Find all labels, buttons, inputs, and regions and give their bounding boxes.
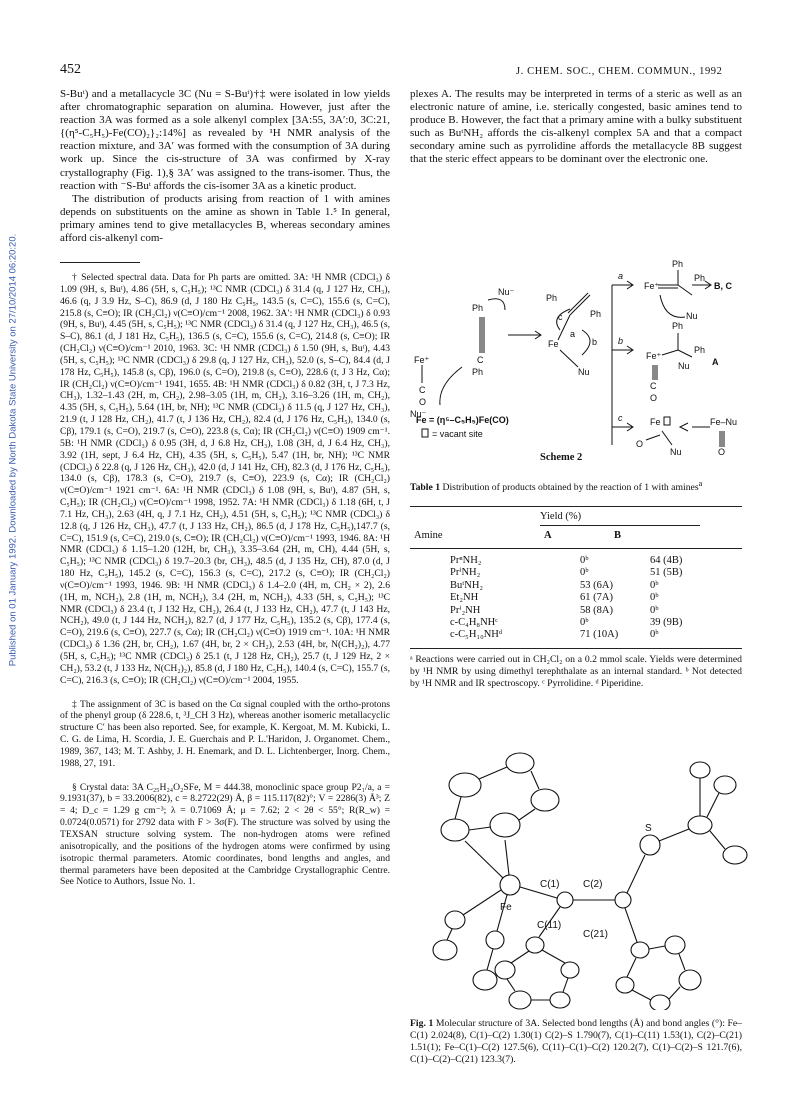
scheme-ph-b1: Ph: [672, 321, 684, 331]
table-yield-rule: [540, 525, 700, 526]
download-sidebar[interactable]: [4, 160, 22, 740]
table-row: [410, 555, 710, 567]
scheme-fe-c: Fe: [650, 417, 661, 427]
right-column-body: [410, 88, 742, 167]
scheme-curl-b: [582, 330, 590, 355]
table-cell: c-C₄H₈NHᶜ: [450, 617, 498, 629]
table-cell: 39 (9B): [650, 617, 683, 629]
scheme-path-c: c: [618, 413, 623, 423]
scheme-fe-definition: Fe = (η⁵–C₅H₅)Fe(CO): [416, 415, 509, 425]
table-caption-sup: a: [698, 479, 703, 488]
me-atom-1: [714, 776, 736, 794]
left-paragraph-1: S-Buᵗ) and a metallacycle 3C (Nu = S-Buᵗ)†‡ were isolated in low yields after chromatographic separation on alumina. However, just after the reaction 3A was formed as a sole alkenyl complex [3A:55, 3A′:0, 3C:21, {(η⁵-C₅H₅)-Fe(CO)₂}₂:14%] as revealed by ¹H NMR analysis of the reaction mixture, and 3A′ was formed with the consumption of 3A during work up. Since the cis-structure of 3A was confirmed by X-ray crystallography (Fig. 1),§ 3A′ was assigned to the trans-isomer. Thus, the reaction with ⁻S-Buᵗ affords the cis-isomer 3A as a kinetic product.: [60, 88, 390, 192]
table-header-a: A: [544, 530, 552, 541]
table-cell: c-C₅H₁₀NHᵈ: [450, 629, 503, 641]
table-header-b: B: [614, 530, 622, 541]
page-number: 452: [60, 62, 81, 77]
co-atom-1: [445, 911, 465, 929]
table-cell: Prⁱ₂NH: [450, 604, 481, 616]
atom-label-c11: C(11): [537, 920, 562, 931]
scheme-path-a: a: [618, 271, 624, 281]
scheme-fe-b: Fe⁺: [646, 351, 662, 361]
o-atom-1: [433, 940, 457, 960]
figure-1-molecular-structure: [425, 745, 755, 1010]
table-cell: 53 (6A): [580, 579, 613, 591]
table-cell: 0ᵇ: [650, 604, 659, 616]
table-cell: 64 (4B): [650, 555, 683, 566]
table-cell: 51 (5B): [650, 567, 683, 579]
scheme-o-b: O: [650, 393, 658, 403]
scheme-o-c: O: [718, 447, 726, 457]
figure-caption-label: Fig. 1: [410, 1018, 434, 1029]
scheme-nu-arrow: [488, 299, 505, 310]
left-paragraph-2: The distribution of products arising from reaction of 1 with amines depends on substituents on the amine as shown in Table 1.⁵ In general, primary amines tend to give metallacycles B, whereas secondary amines afford cis-alkenyl com-: [60, 192, 390, 245]
table-cell: 71 (10A): [580, 629, 619, 641]
table-header-amine: Amine: [414, 530, 443, 541]
table-header-rule: [410, 548, 742, 549]
scheme-o-c2: O: [636, 439, 644, 449]
table-bottom-rule: [410, 648, 742, 649]
table-caption: [410, 478, 742, 494]
table-cell: BuᵗNH₂: [450, 579, 484, 591]
table-cell: 0ᵇ: [580, 555, 589, 566]
scheme-nu-minus-2: Nu⁻: [498, 287, 515, 297]
cp-atom-1: [449, 773, 481, 797]
scheme-vacant-label: = vacant site: [432, 429, 483, 439]
tbu-c-atom: [688, 816, 712, 834]
me-atom-3: [690, 762, 710, 778]
table-top-rule: [410, 506, 742, 507]
scheme-c-b: C: [650, 381, 657, 391]
scheme-o-1: O: [419, 397, 427, 407]
scheme-vacant-box: [422, 429, 428, 437]
atom-label-s: S: [645, 823, 652, 834]
s-atom: [640, 835, 660, 855]
atom-label-fe: Fe: [500, 902, 512, 913]
scheme-ph-a2: Ph: [694, 273, 706, 283]
left-column-body: [60, 88, 390, 245]
cp-atom-5: [441, 819, 469, 841]
cp-atom-2: [506, 753, 534, 773]
scheme-nu-minus-1: Nu⁻: [410, 409, 427, 419]
scheme-nu-a: Nu: [686, 311, 698, 321]
footnote-assignment: ‡ The assignment of 3C is based on the Cα signal coupled with the ortho-protons of the phenyl group (δ 228.6, t, ³J_CH 3 Hz), whereas another isomeric metallacyclic structure C′ has been also reported. See, for example, K. Kergoat, M. M. Kubicki, L. C. G. de Lima, H. Scordia, J. E. Guerchais and P. L.'Haridon, J. Organomet. Chem., 1989, 367, 143; M. T. Ashby, J. H. Enemark, and D. L. Lichtenberger, Inorg. Chem., 1988, 27, 191.: [60, 698, 390, 769]
table-row: [410, 629, 710, 641]
c1-atom: [557, 892, 573, 908]
atom-label-c1: C(1): [540, 879, 560, 890]
table-cell: 58 (8A): [580, 604, 613, 616]
table-cell: 0ᵇ: [650, 579, 659, 591]
scheme-2-diagram: [410, 255, 740, 460]
footnotes: [60, 272, 390, 888]
table-cell: 0ᵇ: [650, 629, 659, 641]
cp-atom-3: [531, 789, 559, 811]
cp-atom-4: [490, 813, 520, 837]
journal-header: J. CHEM. SOC., CHEM. COMMUN., 1992: [516, 66, 723, 77]
scheme-c-1: C: [419, 385, 426, 395]
scheme-ph-a1: Ph: [672, 259, 684, 269]
right-paragraph-1: plexes A. The results may be interpreted in terms of a steric as well as an electronic nature of amine, i.e. sterically congested, basic amines tend to produce B. However, the fact that a primary amine with a bulky substituent such as BuᵗNH₂ affords the cis-alkenyl complex 5A and that a compact secondary amine such as pyrrolidine affords the metallacycle 8B suggest that the steric effect appears to be dominant over the electronic one.: [410, 88, 742, 166]
table-row: [410, 567, 710, 579]
me-atom-2: [723, 846, 747, 864]
scheme-label-b-curl: b: [592, 337, 598, 347]
table-row: [410, 605, 710, 617]
co-atom-2: [486, 931, 504, 949]
scheme-attack-arrow-left: [440, 367, 462, 405]
table-cell: PrⁿNH₂: [450, 555, 482, 566]
c21-atom: [631, 942, 649, 958]
scheme-products-bc: B, C: [714, 281, 732, 291]
scheme-path-b: b: [618, 336, 624, 346]
scheme-fe-nu: Fe–Nu: [710, 417, 738, 427]
table-cell: 61 (7A): [580, 592, 613, 604]
scheme-c-2: C: [477, 355, 484, 365]
scheme-nu-b: Nu: [678, 361, 690, 371]
scheme-ph-2: Ph: [472, 367, 484, 377]
table-row: [410, 592, 710, 604]
atom-label-c2: C(2): [583, 879, 603, 890]
scheme-nu-c: Nu: [670, 447, 682, 457]
scheme-ph-3: Ph: [546, 293, 558, 303]
table-caption-text: Distribution of products obtained by the reaction of 1 with amines: [442, 482, 699, 494]
figure-caption: [410, 1018, 742, 1066]
o-atom-2: [473, 970, 497, 990]
table-cell: Et₂NH: [450, 592, 479, 604]
table-cell: 0ᵇ: [580, 567, 589, 579]
scheme-nu-attack: [660, 295, 685, 317]
table-caption-label: Table 1: [410, 482, 441, 494]
scheme-label-c-curl: c: [558, 312, 563, 322]
table-1: [410, 530, 742, 546]
scheme-fe-a: Fe⁺: [644, 281, 660, 291]
scheme-ph-1: Ph: [472, 303, 484, 313]
footnote-crystal: § Crystal data: 3A C₂₅H₂₄O₂SFe, M = 444.38, monoclinic space group P2₁/a, a = 9.1931(37), b = 33.2006(82), c = 8.2722(29) Å, β = 115.117(82)°; V = 2286(3) Å³; Z = 4; D_c = 1.29 g cm⁻³; λ = 0.71069 Å; μ = 7.62; 2 < 2θ < 55°; R(R_w) = 0.0724(0.0571) for 2792 data with F > 3σ(F). The structure was solved by using the TEXSAN structure solving system. The non-hydrogen atoms were refined anisotropically, and the positions of the hydrogen atoms were confirmed by using isotropic thermal parameters. Atomic coordinates, bond lengths and angles, and thermal parameters have been deposited at the Cambridge Crystallographic Centre. See Notice to Authors, Issue No. 1.: [60, 781, 390, 888]
table-cell: 0ᵇ: [580, 617, 589, 629]
scheme-fe-plus: Fe⁺: [414, 355, 430, 365]
scheme-nu-mid: Nu: [578, 367, 590, 377]
scheme-ph-b2: Ph: [694, 345, 706, 355]
table-cell: PrⁱNH₂: [450, 567, 481, 579]
table-row: [410, 580, 710, 592]
scheme-label-a-curl: a: [570, 329, 576, 339]
table-row: [410, 617, 710, 629]
footnote-spectral: † Selected spectral data. Data for Ph parts are omitted. 3A: ¹H NMR (CDCl₃) δ 1.09 (9H, s, Buᵗ), 4.86 (5H, s, C₅H₅); ¹³C NMR (CDCl₃) δ 31.4 (q, J 127 Hz, CH₃), 46.6 (q, J 3.9 Hz, S–C), 86.9 (d, J 180 Hz C₅H₅, 143.5 (s, C=C), 155.6 (s, C=C), 215.8 (s, C≡O); IR (CH₂Cl₂) ν(C≡O)/cm⁻¹ 2008, 1962. 3A′: ¹H NMR (CDCl₃) δ 0.93 (9H, s, Buᵗ), 4.45 (5H, s, C₅H₅); ¹³C NMR (CDCl₃) δ 31.4 (q, J 127 Hz, CH₃), 46.5 (s, S–C), 86.1 (d, J 181 Hz, C₅H₅), 136.5 (s, C=C), 155.6 (s, C=C), 214.8 (s, C≡O); IR (CH₂Cl₂) ν(C≡O)/cm⁻¹ 2010, 1963. 3C: ¹H NMR (CDCl₃) δ 1.50 (9H, s, Buᵗ), 4.43 (5H, s, C₅H₅); ¹³C NMR (CDCl₃) δ 29.8 (q, J 127 Hz, CH₃), 52.0 (s, S–C), 84.4 (d, J 178 Hz, C₅H₅), 145.8 (s, Cβ), 196.0 (s, C=O), 219.8 (s, C≡O), 228.6 (t, J 3 Hz, Cα); IR (CH₂Cl₂) ν(C≡O)/cm⁻¹ 1941, 1655. 4B: ¹H NMR (CDCl₃) δ 0.82 (3H, t, J 7.3 Hz, CH₃), 1.32–1.43 (2H, m, CH₂), 2.98–3.05 (1H, m, CH₂), 3.16–3.26 (1H, m, CH₂), 4.35 (5H, s, C₅H₅), 5.64 (1H, br, NH); ¹³C NMR (CDCl₃) δ 11.5 (q, J 127 Hz, CH₃), 21.9 (t, J 128 Hz, CH₂), 41.7 (t, J 136 Hz, CH₂), 82.4 (d, J 176 Hz, C₅H₅), 134.0 (s, Cβ), 179.1 (s, C=O), 219.7 (s, C≡O), 223.8 (s, Cα); IR (CH₂Cl₂) ν(C≡O) 1909 cm⁻¹. 5B: ¹H NMR (CDCl₃) δ 0.95 (3H, d, J 6.8 Hz, CH₃), 1.08 (3H, d, J 6.4 Hz, CH₃), 3.92 (1H, sept, J 6.4 Hz, CH), 4.35 (5H, s, C₅H₅), 5.47 (1H, br, NH); ¹³C NMR (CDCl₃) δ 22.8 (q, J 126 Hz, CH₃), 42.0 (d, J 141 Hz, CH), 82.3 (d, J 176 Hz, C₅H₅), 134.0 (s, Cβ), 178.3 (s, C=O), 219.7 (s, C≡O), 223.9 (s, Cα); IR (CH₂Cl₂) ν(C≡O)/cm⁻¹ 1921 cm⁻¹. 6A: ¹H NMR (CDCl₃) δ 1.08 (9H, s, Buᵗ), 4.87 (5H, s, C₅H₅); IR (CH₂Cl₂) ν(C≡O)/cm⁻¹ 1998, 1952. 7A: ¹H NMR (CDCl₃) δ 1.18 (6H, t, J 7.1 Hz, CH₃), 2.63 (4H, q, J 7.1 Hz, CH₂), 4.51 (5H, s, C₅H₅); ¹³C NMR (CDCl₃) δ 12.8 (q, J 126 Hz, CH₃), 47.7 (t, J 133 Hz, CH₂), 86.5 (d, J 178 Hz, C₅H₅),147.7 (s, C=C), 151.9 (s, C=C), 219.0 (s, C≡O); IR (CH₂Cl₂) ν(C≡O)/cm⁻¹ 1993, 1946. 8A: ¹H NMR (CDCl₃) δ 1.15–1.20 (12H, br, CH₃), 3.35–3.64 (2H, m, CH), 4.44 (5H, s, C₅H₅); ¹³C NMR (CDCl₃) δ 19.7–20.3 (br, CH₃), 48.5 (d, J 135 Hz, CH), 87.0 (d, J 180 Hz, C₅H₅), 145.2 (s, C=C), 156.3 (s, C=C), 217.2 (s, C≡O); IR (CH₂Cl₂) ν(C≡O)/cm⁻¹ 1993, 1946. 9B: ¹H NMR (CDCl₃) δ 1.4–2.0 (4H, m, CH₂ × 2), 2.6 (1H, m, NCH₂), 2.8 (1H, m, NCH₂), 3.4 (2H, m, NCH₂), 4.33 (5H, s, C₅H₅); ¹³C NMR (CDCl₃) δ 23.4 (t, J 132 Hz, CH₂), 26.4 (t, J 133 Hz, CH₂), 47.7 (t, J 143 Hz, NCH₂), 49.0 (t, J 144 Hz, NCH₂), 82.7 (d, J 177 Hz, C₅H₅), 135.2 (s, Cβ), 177.4 (s, C=O), 219.6 (s, C≡O), 227.7 (s, Cα); IR (CH₂Cl₂) ν(C≡O) 1919 cm⁻¹. 10A: ¹H NMR (CDCl₃) δ 1.36 (2H, br, CH₂), 1.67 (4H, br, 2 × CH₂), 2.53 (4H, br, N(CH₂)₂), 4.77 (5H, s, C₅H₅); ¹³C NMR (CDCl₃) δ 25.1 (t, J 128 Hz, CH₂), 25.7 (t, J 129 Hz, 2 × CH₂), 53.2 (t, J 133 Hz, N(CH₂)₂), 85.8 (d, J 180 Hz, C₅H₅), 140.4 (s, C=C), 155.7 (s, C=C), 216.3 (s, C≡O); IR (CH₂Cl₂) ν(C≡O)/cm⁻¹ 2004, 1955.: [60, 272, 390, 686]
table-cell: 0ᵇ: [650, 592, 659, 604]
scheme-title: Scheme 2: [540, 452, 583, 463]
figure-caption-text: Molecular structure of 3A. Selected bond lengths (Å) and bond angles (°): Fe–C(1) 2.024(8), C(1)–C(2) 1.30(1) C(2)–S 1.790(7), C(1)–C(11) 1.53(1), C(2)–C(21) 1.51(1); Fe–C(1)–C(2) 127.5(6), C(11)–C(1)–C(2) 120.2(7), C(1)–C(2)–S 121.7(6), C(1)–C(2)–C(21) 123.3(7).: [410, 1018, 743, 1065]
table-notes: ᵃ Reactions were carried out in CH₂Cl₂ on a 0.2 mmol scale. Yields were determined by ¹H NMR by using dimethyl terephthalate as an internal standard. ᵇ Not detected by ¹H NMR and IR spectroscopy. ᶜ Pyrrolidine. ᵈ Piperidine.: [410, 654, 742, 689]
scheme-ph-4: Ph: [590, 309, 602, 319]
scheme-fe-mid: Fe: [548, 339, 559, 349]
table-body: [410, 555, 710, 642]
scheme-product-a: A: [712, 357, 719, 367]
table-yield-header: Yield (%): [540, 511, 582, 522]
footnote-rule: [60, 262, 140, 263]
atom-label-c21: C(21): [583, 929, 609, 940]
download-sidebar-text: Published on 01 January 1992. Downloaded by North Dakota State University on 27/10/2014 06:20:20.: [7, 233, 19, 667]
c2-atom: [615, 892, 631, 908]
